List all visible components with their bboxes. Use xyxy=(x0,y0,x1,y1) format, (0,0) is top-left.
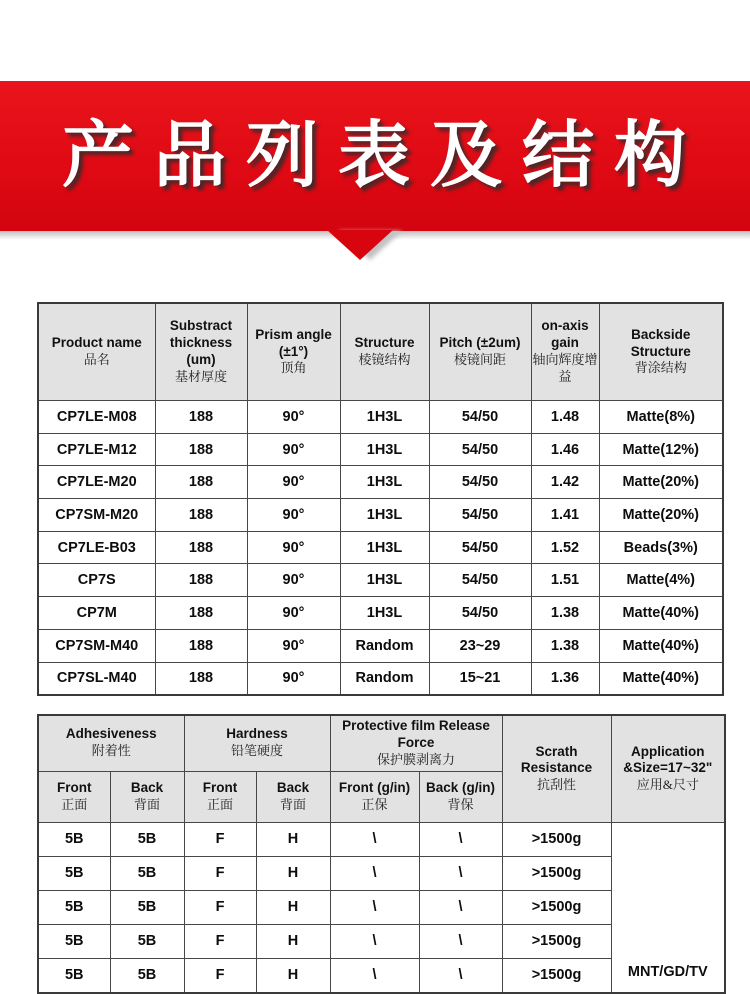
cell: 1.41 xyxy=(531,499,599,532)
cell: H xyxy=(256,856,330,890)
subcol-label-en: Front (g/in) xyxy=(338,779,411,795)
cell: \ xyxy=(419,890,502,924)
group-label-en: Protective film Release Force xyxy=(342,718,490,750)
cell: \ xyxy=(330,924,419,958)
col-label-en: Prism angle (±1°) xyxy=(255,326,332,359)
cell: CP7SM-M40 xyxy=(38,629,155,662)
subcol-adhesiveness-front xyxy=(38,771,110,822)
col-label-en: on-axis gain xyxy=(541,318,589,351)
cell: 5B xyxy=(110,822,184,856)
section-title: 产品列表及结构 xyxy=(61,116,706,196)
cell: 90° xyxy=(247,597,340,630)
cell: 90° xyxy=(247,499,340,532)
cell: \ xyxy=(330,958,419,993)
table-row xyxy=(38,466,723,499)
subcol-adhesiveness-back xyxy=(110,771,184,822)
cell: Beads(3%) xyxy=(599,531,723,564)
col-label-cn: 基材厚度 xyxy=(174,368,227,384)
cell: 188 xyxy=(155,629,247,662)
cell: H xyxy=(256,822,330,856)
subcol-label-cn: 正面 xyxy=(61,796,88,812)
cell: 5B xyxy=(110,958,184,993)
cell: 5B xyxy=(38,890,110,924)
subcol-hardness-back xyxy=(256,771,330,822)
col-structure xyxy=(340,303,429,401)
cell: Random xyxy=(340,629,429,662)
cell: 5B xyxy=(110,924,184,958)
group-adhesiveness xyxy=(38,715,184,771)
cell: 1.48 xyxy=(531,401,599,434)
cell: Matte(40%) xyxy=(599,597,723,630)
table-row xyxy=(38,433,723,466)
cell: 90° xyxy=(247,466,340,499)
cell: 90° xyxy=(247,531,340,564)
cell: F xyxy=(184,822,256,856)
product-table-body xyxy=(38,401,723,696)
col-prism-angle xyxy=(247,303,340,401)
cell: 90° xyxy=(247,564,340,597)
cell: 1H3L xyxy=(340,564,429,597)
col-label-en: Backside Structure xyxy=(630,326,691,359)
subcol-label-cn: 背保 xyxy=(447,796,474,812)
cell: 90° xyxy=(247,433,340,466)
subcol-label-en: Front xyxy=(57,779,92,795)
cell: 188 xyxy=(155,597,247,630)
col-label-cn: 抗刮性 xyxy=(537,777,577,793)
cell: 15~21 xyxy=(429,662,531,695)
cell: \ xyxy=(330,890,419,924)
cell: 188 xyxy=(155,433,247,466)
subcol-label-en: Front xyxy=(202,779,238,795)
cell: 5B xyxy=(38,856,110,890)
cell: 1H3L xyxy=(340,466,429,499)
cell: 188 xyxy=(155,499,247,532)
cell: 54/50 xyxy=(429,401,531,434)
cell: 23~29 xyxy=(429,629,531,662)
cell: CP7SM-M20 xyxy=(38,499,155,532)
table-row xyxy=(38,662,723,695)
subcol-label-cn: 背面 xyxy=(280,796,307,812)
table-row xyxy=(38,401,723,434)
cell: 5B xyxy=(38,958,110,993)
col-label-cn: 背涂结构 xyxy=(634,360,687,376)
cell: \ xyxy=(330,856,419,890)
cell: 1H3L xyxy=(340,401,429,434)
cell: 188 xyxy=(155,531,247,564)
col-label-cn: 轴向辉度增益 xyxy=(532,351,598,384)
table-row xyxy=(38,629,723,662)
cell: >1500g xyxy=(502,890,611,924)
group-hardness xyxy=(184,715,330,771)
group-label-cn: 附着性 xyxy=(91,743,131,759)
cell: 1.51 xyxy=(531,564,599,597)
cell: F xyxy=(184,890,256,924)
table-row xyxy=(38,531,723,564)
cell: 188 xyxy=(155,662,247,695)
subcol-label-en: Back (g/in) xyxy=(426,779,496,795)
cell: 188 xyxy=(155,466,247,499)
cell: Random xyxy=(340,662,429,695)
cell: CP7LE-B03 xyxy=(38,531,155,564)
table-row xyxy=(38,564,723,597)
cell: Matte(12%) xyxy=(599,433,723,466)
subcol-label-cn: 正面 xyxy=(207,796,234,812)
cell: 5B xyxy=(110,890,184,924)
subcol-release-back xyxy=(419,771,502,822)
cell: 54/50 xyxy=(429,433,531,466)
col-label-en: Structure xyxy=(354,335,415,351)
cell: 90° xyxy=(247,662,340,695)
subcol-label-cn: 正保 xyxy=(361,796,388,812)
group-release-force xyxy=(330,715,502,771)
cell: Matte(40%) xyxy=(599,629,723,662)
cell: F xyxy=(184,856,256,890)
product-table-header-row xyxy=(38,303,723,401)
cell: 54/50 xyxy=(429,531,531,564)
property-table-body xyxy=(38,822,725,993)
cell: F xyxy=(184,958,256,993)
col-label-cn: 顶角 xyxy=(280,360,307,376)
cell: 1.36 xyxy=(531,662,599,695)
cell: \ xyxy=(330,822,419,856)
cell: >1500g xyxy=(502,822,611,856)
col-label-cn: 棱镜间距 xyxy=(453,351,506,367)
subcol-release-front xyxy=(330,771,419,822)
cell: Matte(8%) xyxy=(599,401,723,434)
cell: 1.46 xyxy=(531,433,599,466)
col-label-en: Pitch (±2um) xyxy=(439,335,521,351)
cell: CP7LE-M12 xyxy=(38,433,155,466)
cell: 54/50 xyxy=(429,564,531,597)
cell: 1.42 xyxy=(531,466,599,499)
cell: H xyxy=(256,958,330,993)
cell: 54/50 xyxy=(429,466,531,499)
cell: 54/50 xyxy=(429,499,531,532)
cell: CP7M xyxy=(38,597,155,630)
cell: 1H3L xyxy=(340,433,429,466)
cell: 1H3L xyxy=(340,531,429,564)
col-pitch xyxy=(429,303,531,401)
col-on-axis-gain xyxy=(531,303,599,401)
col-label-cn: 棱镜结构 xyxy=(358,351,411,367)
cell: 5B xyxy=(110,856,184,890)
col-label-cn: 品名 xyxy=(83,351,110,367)
cell: 188 xyxy=(155,401,247,434)
cell: CP7LE-M08 xyxy=(38,401,155,434)
cell: Matte(20%) xyxy=(599,466,723,499)
property-table-group-row xyxy=(38,715,725,771)
cell: Matte(20%) xyxy=(599,499,723,532)
subcol-hardness-front xyxy=(184,771,256,822)
cell: \ xyxy=(419,958,502,993)
cell: 5B xyxy=(38,924,110,958)
cell: >1500g xyxy=(502,924,611,958)
cell: CP7S xyxy=(38,564,155,597)
cell: Matte(4%) xyxy=(599,564,723,597)
cell: \ xyxy=(419,822,502,856)
product-table xyxy=(37,302,724,696)
cell: 1H3L xyxy=(340,597,429,630)
group-label-en: Hardness xyxy=(226,726,288,742)
table-row xyxy=(38,597,723,630)
cell: 1.38 xyxy=(531,629,599,662)
group-label-cn: 铅笔硬度 xyxy=(231,743,284,759)
section-banner xyxy=(0,81,750,231)
cell: >1500g xyxy=(502,958,611,993)
cell: \ xyxy=(419,924,502,958)
col-label-en: Scrath Resistance xyxy=(520,743,593,776)
col-label-cn: 应用&尺寸 xyxy=(636,777,699,793)
cell: 54/50 xyxy=(429,597,531,630)
cell: 1H3L xyxy=(340,499,429,532)
subcol-label-cn: 背面 xyxy=(134,796,161,812)
cell: Matte(40%) xyxy=(599,662,723,695)
cell: 1.52 xyxy=(531,531,599,564)
cell: >1500g xyxy=(502,856,611,890)
col-application-size xyxy=(611,715,725,822)
banner-arrow-down-icon xyxy=(327,230,393,260)
group-label-cn: 保护膜剥离力 xyxy=(377,751,456,767)
table-row xyxy=(38,499,723,532)
col-substrate-thickness xyxy=(155,303,247,401)
application-cell: MNT/GD/TV xyxy=(611,822,725,993)
cell: 5B xyxy=(38,822,110,856)
group-label-en: Adhesiveness xyxy=(65,726,157,742)
col-label-en: Substract thickness (um) xyxy=(169,318,233,367)
col-product-name xyxy=(38,303,155,401)
cell: \ xyxy=(419,856,502,890)
col-label-en: Product name xyxy=(51,335,142,351)
cell: 1.38 xyxy=(531,597,599,630)
col-label-en: Application &Size=17~32" xyxy=(623,743,713,776)
col-backside-structure xyxy=(599,303,723,401)
table-row xyxy=(38,822,725,856)
cell: 90° xyxy=(247,401,340,434)
cell: 188 xyxy=(155,564,247,597)
cell: CP7SL-M40 xyxy=(38,662,155,695)
cell: F xyxy=(184,924,256,958)
cell: 90° xyxy=(247,629,340,662)
cell: H xyxy=(256,924,330,958)
cell: H xyxy=(256,890,330,924)
subcol-label-en: Back xyxy=(130,779,164,795)
cell: CP7LE-M20 xyxy=(38,466,155,499)
subcol-label-en: Back xyxy=(276,779,310,795)
property-table xyxy=(37,714,726,994)
col-scratch-resistance xyxy=(502,715,611,822)
